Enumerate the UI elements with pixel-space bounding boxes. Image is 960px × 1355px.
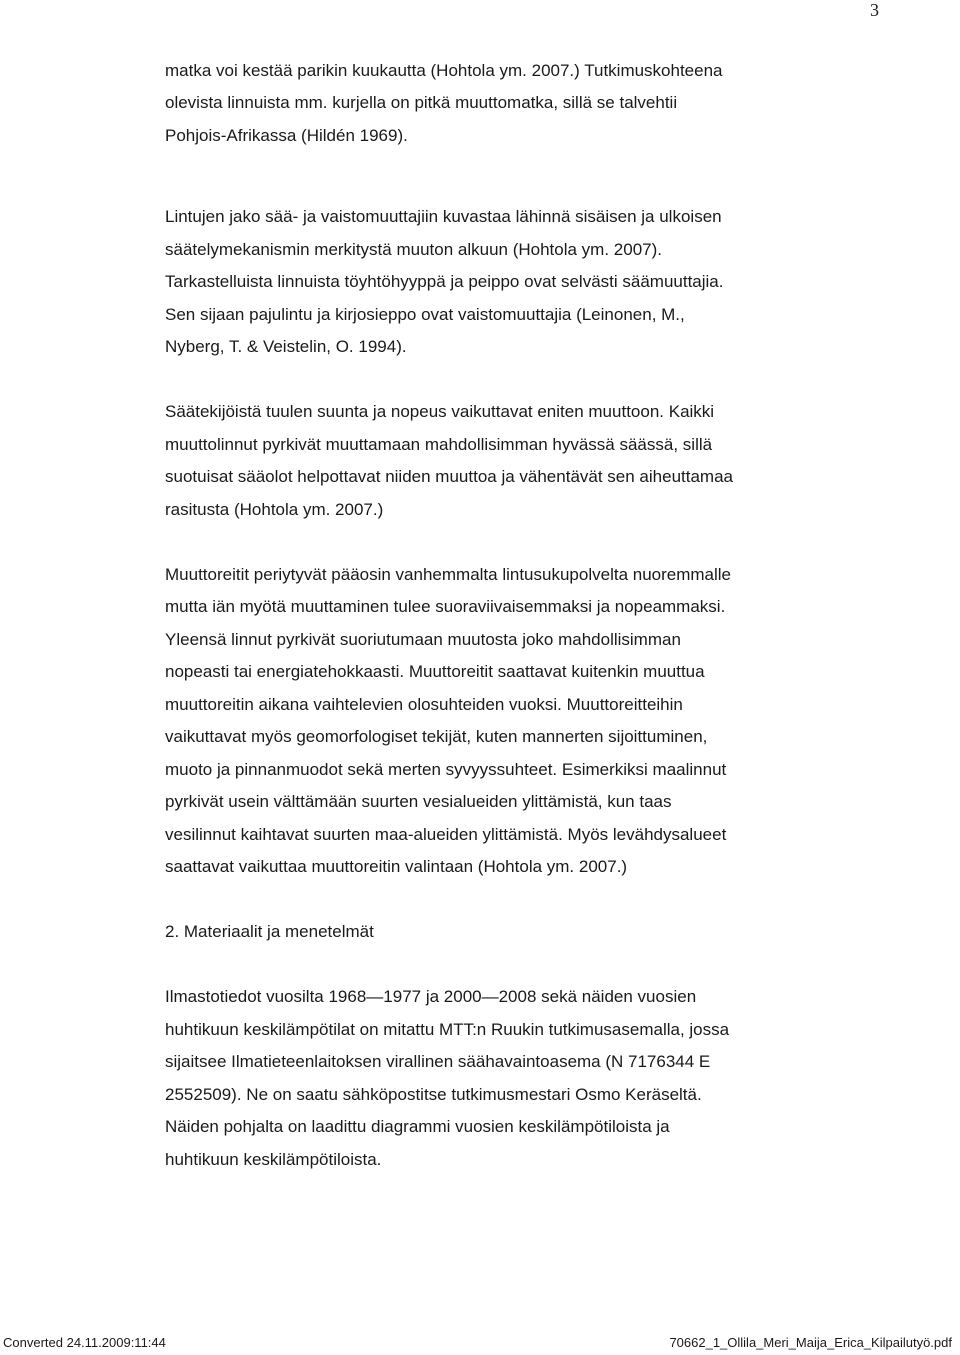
paragraph-2-line-1: Lintujen jako sää- ja vaistomuuttajiin kuvastaa lähinnä sisäisen ja ulkoisen: [165, 207, 722, 226]
paragraph-5-line-5: Näiden pohjalta on laadittu diagrammi vuosien keskilämpötiloista ja: [165, 1117, 670, 1136]
paragraph-2-line-3: Tarkastelluista linnuista töyhtöhyyppä ja peippo ovat selvästi säämuuttajia.: [165, 272, 724, 291]
footer-filename: 70662_1_Ollila_Meri_Maija_Erica_Kilpailutyö.pdf: [669, 1335, 952, 1350]
paragraph-4-line-5: muuttoreitin aikana vaihtelevien olosuhteiden vuoksi. Muuttoreitteihin: [165, 695, 683, 714]
paragraph-4-line-8: pyrkivät usein välttämään suurten vesialueiden ylittämistä, kun taas: [165, 792, 672, 811]
paragraph-2-line-4: Sen sijaan pajulintu ja kirjosieppo ovat vaistomuuttajia (Leinonen, M.,: [165, 305, 685, 324]
paragraph-3-line-4: rasitusta (Hohtola ym. 2007.): [165, 500, 384, 519]
paragraph-2-line-5: Nyberg, T. & Veistelin, O. 1994).: [165, 337, 407, 356]
paragraph-1-line-3: Pohjois-Afrikassa (Hildén 1969).: [165, 126, 408, 145]
paragraph-4-line-9: vesilinnut kaihtavat suurten maa-alueiden ylittämistä. Myös levähdysalueet: [165, 825, 727, 844]
page-number: 3: [870, 0, 879, 20]
section-heading: 2. Materiaalit ja menetelmät: [165, 922, 374, 941]
paragraph-4-line-3: Yleensä linnut pyrkivät suoriutumaan muutosta joko mahdollisimman: [165, 630, 681, 649]
paragraph-5-line-4: 2552509). Ne on saatu sähköpostitse tutkimusmestari Osmo Keräseltä.: [165, 1085, 702, 1104]
paragraph-3-line-1: Säätekijöistä tuulen suunta ja nopeus vaikuttavat eniten muuttoon. Kaikki: [165, 402, 715, 421]
paragraph-4-line-4: nopeasti tai energiatehokkaasti. Muuttoreitit saattavat kuitenkin muuttua: [165, 662, 705, 681]
paragraph-4-line-6: vaikuttavat myös geomorfologiset tekijät, kuten mannerten sijoittuminen,: [165, 727, 708, 746]
paragraph-3-line-3: suotuisat sääolot helpottavat niiden muuttoa ja vähentävät sen aiheuttamaa: [165, 467, 733, 486]
paragraph-1-line-1: matka voi kestää parikin kuukautta (Hohtola ym. 2007.) Tutkimuskohteena: [165, 61, 723, 80]
paragraph-2-line-2: säätelymekanismin merkitystä muuton alkuun (Hohtola ym. 2007).: [165, 240, 662, 259]
footer-converted-timestamp: Converted 24.11.2009:11:44: [3, 1335, 166, 1350]
paragraph-5-line-3: sijaitsee Ilmatieteenlaitoksen virallinen säähavaintoasema (N 7176344 E: [165, 1052, 711, 1071]
paragraph-3-line-2: muuttolinnut pyrkivät muuttamaan mahdollisimman hyvässä säässä, sillä: [165, 435, 713, 454]
paragraph-4-line-2: mutta iän myötä muuttaminen tulee suoraviivaisemmaksi ja nopeammaksi.: [165, 597, 726, 616]
paragraph-4-line-7: muoto ja pinnanmuodot sekä merten syvyyssuhteet. Esimerkiksi maalinnut: [165, 760, 727, 779]
paragraph-5-line-6: huhtikuun keskilämpötiloista.: [165, 1150, 382, 1169]
paragraph-5-line-1: Ilmastotiedot vuosilta 1968—1977 ja 2000—2008 sekä näiden vuosien: [165, 987, 697, 1006]
paragraph-4-line-10: saattavat vaikuttaa muuttoreitin valintaan (Hohtola ym. 2007.): [165, 857, 628, 876]
paragraph-1-line-2: olevista linnuista mm. kurjella on pitkä muuttomatka, sillä se talvehtii: [165, 93, 678, 112]
paragraph-4-line-1: Muuttoreitit periytyvät pääosin vanhemmalta lintusukupolvelta nuoremmalle: [165, 565, 732, 584]
paragraph-5-line-2: huhtikuun keskilämpötilat on mitattu MTT:n Ruukin tutkimusasemalla, jossa: [165, 1020, 730, 1039]
